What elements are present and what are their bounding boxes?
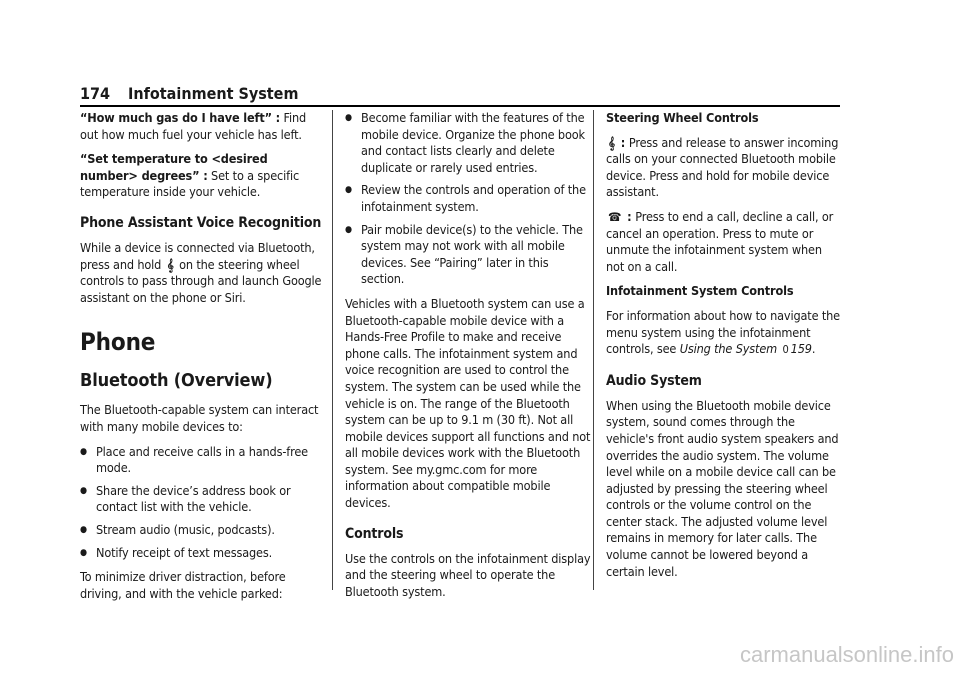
list-item: ● Share the device’s address book or contact list with the vehicle. <box>80 483 326 516</box>
list-item: ● Notify receipt of text messages. <box>80 545 326 562</box>
column-divider <box>332 110 333 590</box>
page-number: 174 <box>80 84 111 103</box>
section-title: Infotainment System <box>128 84 299 103</box>
column-3 <box>606 110 842 588</box>
page-header <box>80 84 840 107</box>
infotainment-paragraph: For information about how to navigate the menu system using the infotainment controls, see Using the System 0 159. <box>606 307 841 357</box>
heading-infotainment-controls: Infotainment System Controls <box>606 283 794 299</box>
list-item: ● Review the controls and operation of the infotainment system. <box>345 182 593 215</box>
voice-command-temperature: “Set temperature to <desired number> degrees” : Set to a specific temperature inside your vehicle. <box>80 151 300 200</box>
list-item: ● Become familiar with the features of the mobile device. Organize the phone book and contact lists clearly and delete duplicate or rarely used entries. <box>345 110 593 176</box>
audio-paragraph: When using the Bluetooth mobile device system, sound comes through the vehicle's front audio system speakers and overrides the audio system. The volume level while on a mobile device call can be adjusted by pressing the steering wheel controls or the volume control on the center stack. The adjusted volume level remains in memory for later calls. The volume cannot be lowered beyond a certain level. <box>606 397 839 579</box>
controls-paragraph: Use the controls on the infotainment display and the steering wheel to operate the Bluetooth system. <box>345 550 591 599</box>
page-reference[interactable]: 159 <box>790 341 812 357</box>
heading-bluetooth-overview: Bluetooth (Overview) <box>80 370 273 392</box>
bluetooth-paragraph: Vehicles with a Bluetooth system can use a Bluetooth-capable mobile device with a Hands-Free Profile to make and receive phone calls. The infotainment system and voice recognition are used to control the system. The system can be used while the vehicle is on. The range of the Bluetooth system can be up to 9.1 m (30 ft). Not all mobile devices support all functions and not all mobile devices work with the Bluetooth system. See my.gmc.com for more information about compatible mobile devices. <box>345 295 591 511</box>
distraction-paragraph: To minimize driver distraction, before driving, and with the vehicle parked: <box>80 569 286 601</box>
end-call-icon: ☎ <box>608 209 622 224</box>
voice-recognition-icon: 𝄞 <box>166 257 174 272</box>
voice-call-icon: 𝄞 <box>608 135 615 150</box>
end-call-paragraph: ☎ : Press to end a call, decline a call, or cancel an operation. Press to mute or unmute the infotainment system when not on a call. <box>606 208 834 274</box>
heading-steering-wheel-controls: Steering Wheel Controls <box>606 110 759 125</box>
list-item: ● Stream audio (music, podcasts). <box>80 522 326 539</box>
list-item: ● Place and receive calls in a hands-free mode. <box>80 444 326 477</box>
column-2 <box>345 110 593 608</box>
assistant-paragraph: While a device is connected via Bluetooth, press and hold 𝄞 on the steering wheel controls to pass through and launch Google assistant on the phone or Siri. <box>80 239 322 305</box>
heading-controls: Controls <box>345 525 404 542</box>
heading-phone-assistant: Phone Assistant Voice Recognition <box>80 214 322 231</box>
bluetooth-intro: The Bluetooth-capable system can interact with many mobile devices to: <box>80 402 319 434</box>
column-divider <box>593 110 594 590</box>
preparation-list <box>345 110 593 288</box>
heading-audio-system: Audio System <box>606 372 702 389</box>
heading-phone: Phone <box>80 328 156 357</box>
column-1 <box>80 110 326 610</box>
list-item: ● Pair mobile device(s) to the vehicle. The system may not work with all mobile devices. See “Pairing” later in this section. <box>345 222 593 288</box>
page-reference-icon: 0 <box>782 343 789 357</box>
capability-list <box>80 444 326 562</box>
voice-command-gas: “How much gas do I have left” : Find out how much fuel your vehicle has left. <box>80 110 307 142</box>
cross-reference-link[interactable]: Using the System <box>679 341 778 357</box>
answer-call-paragraph: 𝄞 : Press and release to answer incoming calls on your connected Bluetooth mobile device. Press and hold for mobile device assistant. <box>606 134 839 200</box>
watermark: carmanualsonline.info <box>739 642 954 667</box>
